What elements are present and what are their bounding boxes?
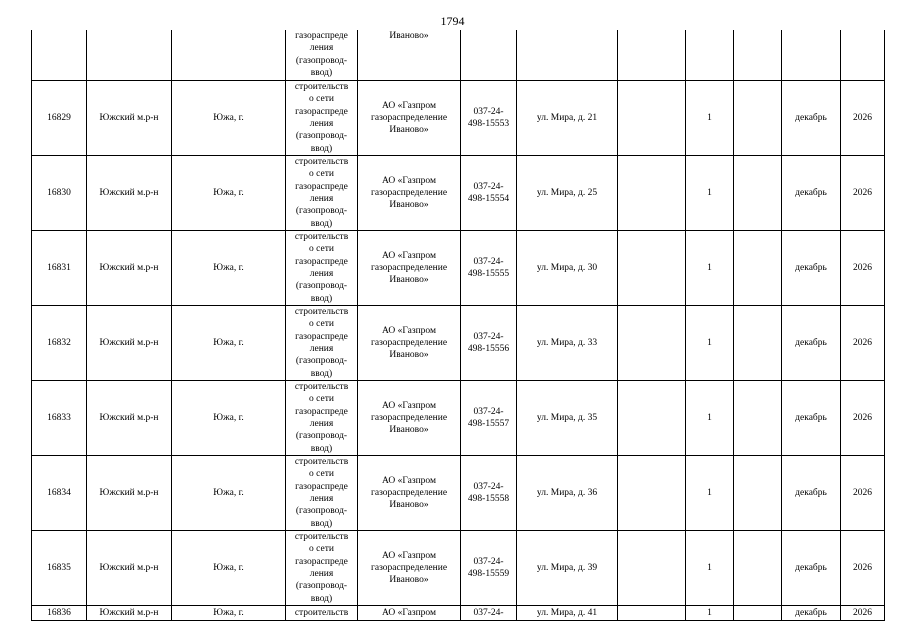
work-type-line: о сети xyxy=(309,469,334,480)
work-type-line: о сети xyxy=(309,94,334,105)
cell-id: 16832 xyxy=(32,306,87,381)
code-line: 037-24- xyxy=(473,406,504,417)
work-type-line: ввод) xyxy=(310,518,333,529)
table-row xyxy=(32,231,885,306)
cell-organization xyxy=(358,30,461,81)
work-type-line: газораспреде xyxy=(295,181,348,192)
work-type-line: ввод) xyxy=(310,368,333,379)
work-type-line: ления xyxy=(309,269,334,279)
cell-organization xyxy=(358,456,461,531)
cell-address: ул. Мира, д. 21 xyxy=(517,81,618,156)
cell-district: Южский м.р-н xyxy=(87,606,172,621)
cell-organization xyxy=(358,156,461,231)
organization-line: Иваново» xyxy=(389,31,429,41)
cell-locality: Южа, г. xyxy=(172,231,286,306)
cell-month xyxy=(782,30,841,81)
cell-address: ул. Мира, д. 41 xyxy=(517,606,618,621)
cell-blank xyxy=(618,531,686,606)
cell-blank xyxy=(734,231,782,306)
cell-work-type xyxy=(286,381,358,456)
cell-organization xyxy=(358,81,461,156)
cell-code xyxy=(461,606,517,621)
cell-district xyxy=(87,30,172,81)
code-line: 037-24- xyxy=(473,181,504,192)
work-type-line: ввод) xyxy=(310,593,333,604)
code-line: 037-24- xyxy=(473,256,504,267)
organization-line: газораспределение xyxy=(370,187,448,198)
cell-blank xyxy=(618,81,686,156)
cell-locality: Южа, г. xyxy=(172,381,286,456)
cell-count xyxy=(686,30,734,81)
table-row xyxy=(32,606,885,621)
cell-blank xyxy=(734,81,782,156)
cell-work-type xyxy=(286,156,358,231)
code-line: 037-24- xyxy=(473,106,504,117)
cell-organization xyxy=(358,306,461,381)
cell-blank xyxy=(734,456,782,531)
work-type-line: газораспреде xyxy=(295,481,348,492)
code-line: 498-15558 xyxy=(467,494,510,504)
page-number: 1794 xyxy=(440,14,465,28)
cell-address: ул. Мира, д. 33 xyxy=(517,306,618,381)
table-row xyxy=(32,381,885,456)
work-type-line: о сети xyxy=(309,169,334,180)
work-type-line: газораспреде xyxy=(295,406,348,417)
organization-line: Иваново» xyxy=(389,425,429,436)
cell-blank xyxy=(734,531,782,606)
cell-blank xyxy=(618,606,686,621)
cell-blank xyxy=(734,156,782,231)
cell-address: ул. Мира, д. 36 xyxy=(517,456,618,531)
cell-id: 16835 xyxy=(32,531,87,606)
work-type-line: ления xyxy=(309,419,334,429)
code-line: 498-15555 xyxy=(467,269,510,279)
cell-year: 2026 xyxy=(841,231,885,306)
cell-district: Южский м.р-н xyxy=(87,156,172,231)
cell-code xyxy=(461,306,517,381)
work-type-line: газораспреде xyxy=(295,556,348,567)
work-type-line: (газопровод- xyxy=(295,356,348,367)
code-line: 498-15559 xyxy=(467,569,510,579)
work-type-line: о сети xyxy=(309,319,334,330)
work-type-line: газораспреде xyxy=(295,106,348,117)
organization-line: газораспределение xyxy=(370,487,448,498)
code-line: 037-24- xyxy=(473,556,504,567)
cell-month: декабрь xyxy=(782,306,841,381)
cell-month: декабрь xyxy=(782,231,841,306)
cell-district: Южский м.р-н xyxy=(87,456,172,531)
cell-organization xyxy=(358,231,461,306)
cell-id xyxy=(32,30,87,81)
cell-year: 2026 xyxy=(841,306,885,381)
organization-line: АО «Газпром xyxy=(381,325,436,336)
cell-blank xyxy=(618,456,686,531)
cell-month: декабрь xyxy=(782,606,841,621)
cell-year xyxy=(841,30,885,81)
cell-month: декабрь xyxy=(782,531,841,606)
cell-year: 2026 xyxy=(841,531,885,606)
table-row xyxy=(32,81,885,156)
work-type-line: ввод) xyxy=(310,443,333,454)
cell-code xyxy=(461,81,517,156)
code-line: 498-15554 xyxy=(467,194,510,204)
cell-blank xyxy=(618,381,686,456)
organization-line: газораспределение xyxy=(370,112,448,123)
cell-count: 1 xyxy=(686,231,734,306)
organization-line: АО «Газпром xyxy=(381,475,436,486)
cell-work-type xyxy=(286,306,358,381)
organization-line: АО «Газпром xyxy=(381,175,436,186)
organization-line: газораспределение xyxy=(370,262,448,273)
organization-line: Иваново» xyxy=(389,575,429,586)
organization-line: Иваново» xyxy=(389,200,429,211)
cell-month: декабрь xyxy=(782,156,841,231)
cell-work-type xyxy=(286,30,358,81)
table-row-continued xyxy=(32,30,885,81)
work-type-line: ввод) xyxy=(310,218,333,229)
cell-code xyxy=(461,531,517,606)
work-type-line: о сети xyxy=(309,394,334,405)
cell-district: Южский м.р-н xyxy=(87,381,172,456)
organization-line: газораспределение xyxy=(370,562,448,573)
cell-work-type xyxy=(286,231,358,306)
organization-line: Иваново» xyxy=(389,350,429,361)
work-type-line: ввод) xyxy=(310,293,333,304)
work-type-line: (газопровод- xyxy=(295,431,348,442)
cell-district: Южский м.р-н xyxy=(87,231,172,306)
cell-locality: Южа, г. xyxy=(172,156,286,231)
work-type-line: газораспреде xyxy=(295,331,348,342)
organization-line: Иваново» xyxy=(389,500,429,511)
cell-month: декабрь xyxy=(782,81,841,156)
cell-organization xyxy=(358,606,461,621)
organization-line: АО «Газпром xyxy=(381,400,436,411)
registry-table xyxy=(31,30,885,621)
work-type-line: строительств xyxy=(294,382,349,393)
cell-count: 1 xyxy=(686,81,734,156)
work-type-line: (газопровод- xyxy=(295,55,348,66)
code-line: 498-15556 xyxy=(467,344,510,354)
code-line: 498-15557 xyxy=(467,419,510,429)
cell-id: 16834 xyxy=(32,456,87,531)
work-type-line: газораспреде xyxy=(295,31,348,41)
work-type-line: о сети xyxy=(309,244,334,255)
cell-year: 2026 xyxy=(841,81,885,156)
cell-blank xyxy=(734,306,782,381)
work-type-line: ления xyxy=(309,194,334,204)
cell-blank xyxy=(618,231,686,306)
cell-code xyxy=(461,456,517,531)
cell-code xyxy=(461,381,517,456)
work-type-line: строительств xyxy=(294,457,349,468)
organization-line: Иваново» xyxy=(389,275,429,286)
organization-line: АО «Газпром xyxy=(381,250,436,261)
cell-blank xyxy=(734,606,782,621)
cell-code xyxy=(461,30,517,81)
code-line: 037-24- xyxy=(473,481,504,492)
work-type-line: газораспреде xyxy=(295,256,348,267)
cell-month: декабрь xyxy=(782,381,841,456)
work-type-line: строительств xyxy=(294,157,349,168)
work-type-line: строительств xyxy=(294,82,349,93)
work-type-line: (газопровод- xyxy=(295,506,348,517)
work-type-line: (газопровод- xyxy=(295,131,348,142)
work-type-line: строительств xyxy=(294,532,349,543)
cell-blank xyxy=(618,30,686,81)
cell-year: 2026 xyxy=(841,381,885,456)
code-line: 498-15553 xyxy=(467,119,510,129)
cell-id: 16830 xyxy=(32,156,87,231)
work-type-line: ления xyxy=(309,344,334,354)
cell-work-type xyxy=(286,531,358,606)
cell-district: Южский м.р-н xyxy=(87,306,172,381)
cell-count: 1 xyxy=(686,306,734,381)
work-type-line: (газопровод- xyxy=(295,581,348,592)
cell-locality: Южа, г. xyxy=(172,306,286,381)
cell-count: 1 xyxy=(686,606,734,621)
cell-address: ул. Мира, д. 35 xyxy=(517,381,618,456)
cell-id: 16831 xyxy=(32,231,87,306)
work-type-line: ления xyxy=(309,494,334,504)
table-row xyxy=(32,531,885,606)
cell-count: 1 xyxy=(686,381,734,456)
cell-code xyxy=(461,156,517,231)
cell-address xyxy=(517,30,618,81)
cell-address: ул. Мира, д. 39 xyxy=(517,531,618,606)
cell-count: 1 xyxy=(686,531,734,606)
organization-line: Иваново» xyxy=(389,125,429,136)
organization-line: газораспределение xyxy=(370,337,448,348)
cell-work-type xyxy=(286,606,358,621)
cell-count: 1 xyxy=(686,156,734,231)
cell-locality: Южа, г. xyxy=(172,606,286,621)
cell-blank xyxy=(734,381,782,456)
cell-blank xyxy=(734,30,782,81)
organization-line: АО «Газпром xyxy=(381,100,436,111)
cell-work-type xyxy=(286,81,358,156)
cell-year: 2026 xyxy=(841,606,885,621)
cell-locality: Южа, г. xyxy=(172,531,286,606)
cell-organization xyxy=(358,531,461,606)
cell-locality: Южа, г. xyxy=(172,456,286,531)
cell-blank xyxy=(618,156,686,231)
organization-line: АО «Газпром xyxy=(381,550,436,561)
table-row xyxy=(32,156,885,231)
code-line: 037-24- xyxy=(473,331,504,342)
cell-district: Южский м.р-н xyxy=(87,531,172,606)
work-type-line: строительств xyxy=(294,232,349,243)
cell-work-type xyxy=(286,456,358,531)
cell-id: 16836 xyxy=(32,606,87,621)
cell-locality: Южа, г. xyxy=(172,81,286,156)
cell-address: ул. Мира, д. 25 xyxy=(517,156,618,231)
cell-district: Южский м.р-н xyxy=(87,81,172,156)
cell-id: 16833 xyxy=(32,381,87,456)
cell-code xyxy=(461,231,517,306)
work-type-line: строительств xyxy=(294,607,349,618)
work-type-line: ввод) xyxy=(310,143,333,154)
work-type-line: о сети xyxy=(309,544,334,555)
code-line: 037-24- xyxy=(473,607,504,618)
work-type-line: ления xyxy=(309,119,334,129)
cell-locality xyxy=(172,30,286,81)
organization-line: АО «Газпром xyxy=(381,607,436,618)
cell-id: 16829 xyxy=(32,81,87,156)
table-row xyxy=(32,306,885,381)
cell-blank xyxy=(618,306,686,381)
work-type-line: строительств xyxy=(294,307,349,318)
work-type-line: (газопровод- xyxy=(295,206,348,217)
work-type-line: ввод) xyxy=(310,67,333,78)
registry-body xyxy=(32,30,885,621)
cell-month: декабрь xyxy=(782,456,841,531)
work-type-line: (газопровод- xyxy=(295,281,348,292)
cell-year: 2026 xyxy=(841,456,885,531)
cell-address: ул. Мира, д. 30 xyxy=(517,231,618,306)
work-type-line: ления xyxy=(309,569,334,579)
organization-line: газораспределение xyxy=(370,412,448,423)
work-type-line: ления xyxy=(309,43,334,54)
table-row xyxy=(32,456,885,531)
cell-year: 2026 xyxy=(841,156,885,231)
cell-count: 1 xyxy=(686,456,734,531)
cell-organization xyxy=(358,381,461,456)
